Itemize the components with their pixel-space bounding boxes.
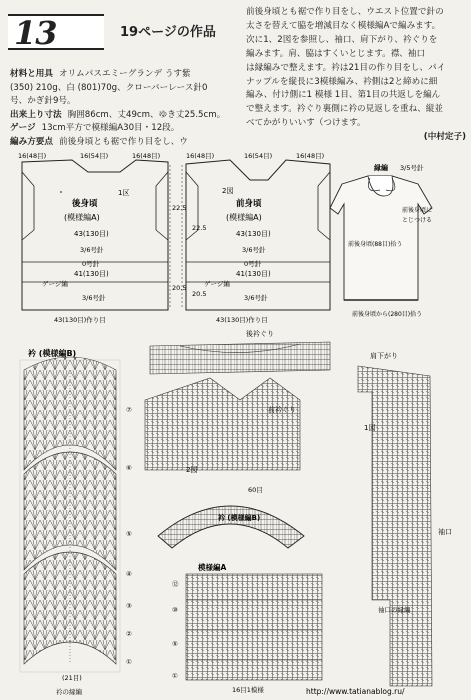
svg-text:③: ③ [126,602,132,610]
svg-text:①: ① [126,658,132,666]
svg-text:⑫: ⑫ [172,580,179,588]
svg-text:袖口: 袖口 [438,528,452,536]
svg-text:3/6号針: 3/6号針 [80,246,104,254]
collar-stitch-chart [20,348,132,696]
gauge-line: ゲージ 13cm平方で模様編A30目・12段。 [10,123,180,134]
svg-text:後衿ぐり: 後衿ぐり [246,330,274,338]
svg-text:16(48目): 16(48目) [18,152,47,160]
svg-text:3/6号針: 3/6号針 [244,294,268,302]
svg-text:前身頃: 前身頃 [236,199,262,209]
svg-text:16(48目): 16(48目) [296,152,325,160]
svg-text:16(54目): 16(54目) [80,152,109,160]
svg-text:43(130目): 43(130目) [74,230,109,238]
svg-text:1図: 1図 [364,424,376,432]
svg-text:⑦: ⑦ [126,406,132,414]
svg-text:前後身頃から(280目)拾う: 前後身頃から(280目)拾う [352,311,423,318]
svg-text:ゲージ編: ゲージ編 [204,280,230,288]
svg-text:0号針: 0号針 [244,260,262,268]
svg-text:2図: 2図 [222,187,234,195]
svg-text:(21目): (21目) [62,674,82,682]
svg-text:とじつける: とじつける [402,217,433,224]
svg-text:後身頃: 後身頃 [72,199,98,209]
collar-diagram [158,486,304,548]
svg-text:衿の縁編: 衿の縁編 [56,688,82,696]
svg-text:43(130目): 43(130目) [236,230,271,238]
materials-line: (350) 210g、白 (801)70g、クローバーレース針0 [10,82,208,93]
svg-text:43(130目)作り目: 43(130目)作り目 [216,316,268,324]
svg-text:3/6号針: 3/6号針 [242,246,266,254]
svg-text:1区: 1区 [118,189,130,197]
svg-text:前後身頃に: 前後身頃に [402,207,433,214]
svg-text:②: ② [126,630,132,638]
size-line: 出来上り寸法 胸囲86cm、丈49cm、ゆき丈25.5cm。 [10,109,226,120]
svg-text:縁編: 縁編 [374,164,388,172]
svg-text:16(48目): 16(48目) [132,152,161,160]
svg-text:2図: 2図 [186,466,198,474]
pattern-a-chart [172,562,322,694]
svg-text:⑤: ⑤ [126,530,132,538]
neckline-stitch-chart [145,329,330,474]
svg-text:⑥: ⑥ [126,464,132,472]
designer-signature: (中村定子) [423,132,466,143]
svg-text:22.5: 22.5 [192,224,207,232]
svg-text:⑤: ⑤ [172,640,178,648]
svg-text:20.5: 20.5 [192,290,207,298]
svg-text:衿 (模様編B): 衿 (模様編B) [218,514,261,522]
watermark: http://www.tatianablog.ru/ [306,687,405,696]
svg-text:16目1模様: 16目1模様 [232,686,264,694]
svg-text:60目: 60目 [248,486,263,494]
svg-text:①: ① [172,672,178,680]
svg-text:16(48目): 16(48目) [186,152,215,160]
svg-text:20.5: 20.5 [172,284,187,292]
svg-text:22.5: 22.5 [172,204,187,212]
svg-text:(模様編A): (模様編A) [64,213,100,222]
front-body-schematic [182,152,330,324]
materials-line: 号、かぎ針9号。 [10,96,76,107]
svg-text:41(130目): 41(130目) [236,270,271,278]
svg-text:⑩: ⑩ [172,606,178,614]
materials-line: 材料と用具 オリムパスエミーグランデ うす紫 [10,69,191,79]
svg-text:衿 (模様編B): 衿 (模様編B) [28,349,77,358]
shoulder-stitch-chart [358,351,452,686]
svg-text:肩下がり: 肩下がり [370,352,398,360]
instructions-block: 前後身頃とも裾で作り目をし、ウエスト位置で針の 太さを替えて脇を増減目なく模様編Aで編みます。 次に1、2図を参照し、袖口、肩下がり、衿ぐりを 編みます。肩、脇はすくいとじます。襟、袖口 は縁編みで整えます。衿は21目の作り目をし、パイ ナップルを縦長に3模様編み、衿側は2と締めに細 編み、付け側に1 模様 1目、第1目の共返しを編ん で整えます。衿ぐり裏側に衿の見返しを重ね、縦並 べてかがりいいす（つけます。 (中村定子) [246,6,466,145]
svg-text:43(130目)作り目: 43(130目)作り目 [54,316,106,324]
svg-text:41(130目): 41(130目) [74,270,109,278]
svg-text:3/5号針: 3/5号針 [400,164,424,172]
svg-text:前衿ぐり: 前衿ぐり [268,406,296,414]
svg-text:模様編A: 模様編A [198,563,227,572]
back-body-schematic [18,152,186,324]
pattern-number: 13 [14,14,57,52]
finished-garment-sketch [330,163,432,318]
svg-text:16(54目): 16(54目) [244,152,273,160]
svg-text:袖口の縁編: 袖口の縁編 [378,606,411,614]
svg-text:④: ④ [126,570,132,578]
work-title: 19ページの作品 [120,25,216,40]
svg-text:3/6号針: 3/6号針 [82,294,106,302]
svg-text:(模様編A): (模様編A) [226,213,262,222]
method-line: 編み方要点 前後身頃とも裾で作り目をし、ウ [10,136,188,147]
svg-text:ゲージ編: ゲージ編 [42,280,68,288]
svg-text:0号針: 0号針 [82,260,100,268]
svg-text:前後身頃(88目)拾う: 前後身頃(88目)拾う [348,241,403,248]
